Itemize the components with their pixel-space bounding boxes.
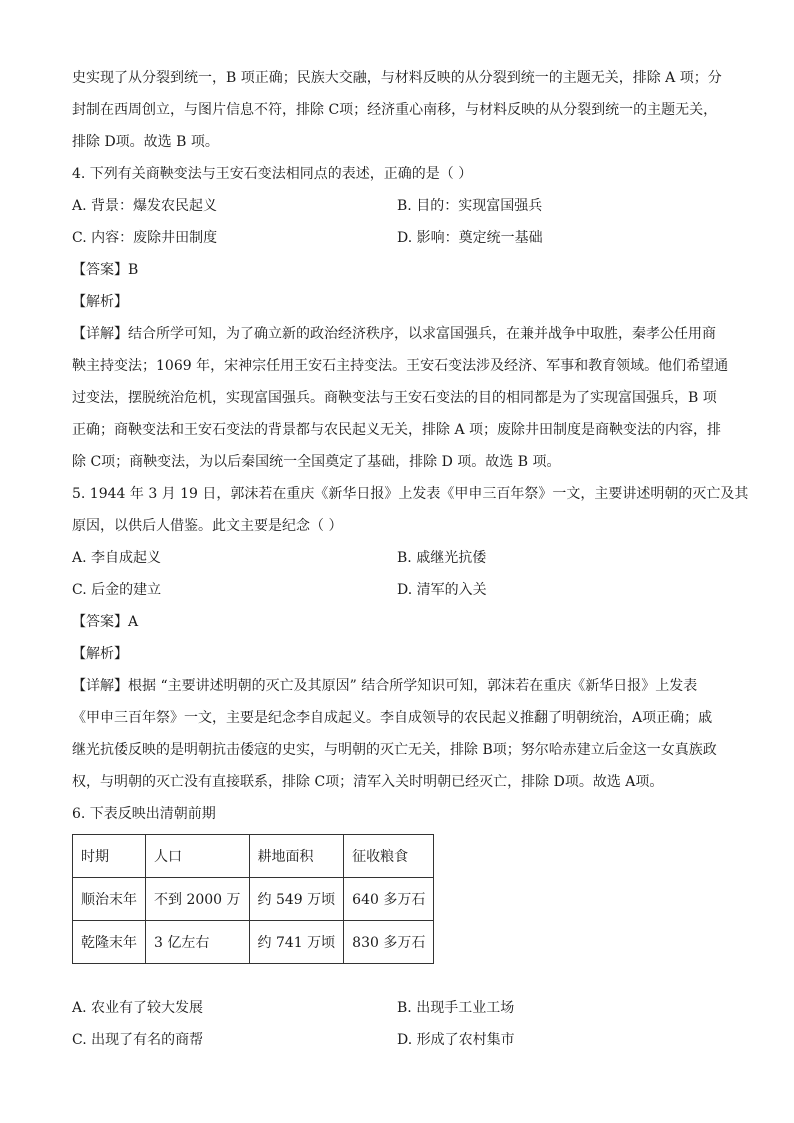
detail-line: 【详解】根据 “主要讲述明朝的灭亡及其原因” 结合所学知识可知，郭沫若在重庆《新华日报》上发表 xyxy=(72,678,698,694)
detail-line: 正确；商鞅变法和王安石变法的背景都与农民起义无关，排除 A 项；废除井田制度是商鞅变法的内容，排 xyxy=(72,422,722,438)
question-stem: 6. 下表反映出清朝前期 xyxy=(72,806,216,822)
option-c: C. 后金的建立 xyxy=(72,582,162,598)
answer-label: 【答案】A xyxy=(72,614,139,630)
option-c: C. 内容：废除井田制度 xyxy=(72,230,218,246)
option-b: B. 戚继光抗倭 xyxy=(397,550,487,566)
detail-line: 【详解】结合所学可知，为了确立新的政治经济秩序，以求富国强兵，在兼并战争中取胜，秦孝公任用商 xyxy=(72,326,716,342)
option-b: B. 出现手工业工场 xyxy=(397,1000,515,1016)
option-d: D. 形成了农村集市 xyxy=(397,1032,515,1048)
analysis-label: 【解析】 xyxy=(72,294,128,310)
detail-line: 权，与明朝的灭亡没有直接联系，排除 C项；清军入关时明朝已经灭亡，排除 D项。故选 A项。 xyxy=(72,774,664,790)
table-cell: 3 亿左右 xyxy=(146,921,250,964)
options-row xyxy=(72,222,722,254)
data-table xyxy=(72,834,434,964)
table-cell: 约 549 万顷 xyxy=(249,878,344,921)
option-a: A. 农业有了较大发展 xyxy=(72,1000,204,1016)
analysis-label: 【解析】 xyxy=(72,646,128,662)
table-cell: 640 多万石 xyxy=(344,878,434,921)
options-row xyxy=(72,992,722,1024)
table-row xyxy=(73,921,434,964)
table-header-row xyxy=(73,835,434,878)
table-cell: 乾隆末年 xyxy=(73,921,146,964)
text-line: 封制在西周创立，与图片信息不符，排除 C项；经济重心南移，与材料反映的从分裂到统一的主题无关， xyxy=(72,102,718,118)
option-b: B. 目的：实现富国强兵 xyxy=(397,198,543,214)
question-5 xyxy=(72,478,749,798)
text-line: 排除 D项。故选 B 项。 xyxy=(72,134,219,150)
option-a: A. 背景：爆发农民起义 xyxy=(72,198,218,214)
table-header-cell: 征收粮食 xyxy=(344,835,434,878)
detail-line: 《甲申三百年祭》一文，主要是纪念李自成起义。李自成领导的农民起义推翻了明朝统治，A项正确；戚 xyxy=(72,710,713,726)
question-stem: 4. 下列有关商鞅变法与王安石变法相同点的表述，正确的是（ ） xyxy=(72,166,473,182)
table-header-cell: 耕地面积 xyxy=(249,835,344,878)
options-row xyxy=(72,574,722,606)
prev-analysis-tail xyxy=(72,62,722,158)
answer-label: 【答案】B xyxy=(72,262,139,278)
detail-line: 过变法，摆脱统治危机，实现富国强兵。商鞅变法与王安石变法的目的相同都是为了实现富国强兵，B 项 xyxy=(72,390,717,406)
options-row xyxy=(72,1024,722,1056)
table-cell: 不到 2000 万 xyxy=(146,878,250,921)
table-cell: 顺治末年 xyxy=(73,878,146,921)
question-stem: 5. 1944 年 3 月 19 日，郭沫若在重庆《新华日报》上发表《甲申三百年祭》一文，主要讲述明朝的灭亡及其 xyxy=(72,486,749,502)
option-a: A. 李自成起义 xyxy=(72,550,162,566)
option-d: D. 清军的入关 xyxy=(397,582,487,598)
table-header-cell: 时期 xyxy=(73,835,146,878)
detail-line: 鞅主持变法；1069 年，宋神宗任用王安石主持变法。王安石变法涉及经济、军事和教育领域。他们希望通 xyxy=(72,358,729,374)
options-row xyxy=(72,542,722,574)
option-c: C. 出现了有名的商帮 xyxy=(72,1032,204,1048)
table-row xyxy=(73,878,434,921)
options-row xyxy=(72,190,722,222)
text-line: 史实现了从分裂到统一，B 项正确；民族大交融，与材料反映的从分裂到统一的主题无关，排除 A 项；分 xyxy=(72,70,722,86)
table-header-cell: 人口 xyxy=(146,835,250,878)
table-cell: 830 多万石 xyxy=(344,921,434,964)
question-6 xyxy=(72,798,722,1056)
question-4 xyxy=(72,158,729,478)
detail-line: 继光抗倭反映的是明朝抗击倭寇的史实，与明朝的灭亡无关，排除 B项；努尔哈赤建立后金这一女真族政 xyxy=(72,742,717,758)
detail-line: 除 C项；商鞅变法，为以后秦国统一全国奠定了基础，排除 D 项。故选 B 项。 xyxy=(72,454,561,470)
document-page xyxy=(72,62,749,1056)
question-stem: 原因，以供后人借鉴。此文主要是纪念（ ） xyxy=(72,518,343,534)
option-d: D. 影响：奠定统一基础 xyxy=(397,230,543,246)
table-cell: 约 741 万顷 xyxy=(249,921,344,964)
